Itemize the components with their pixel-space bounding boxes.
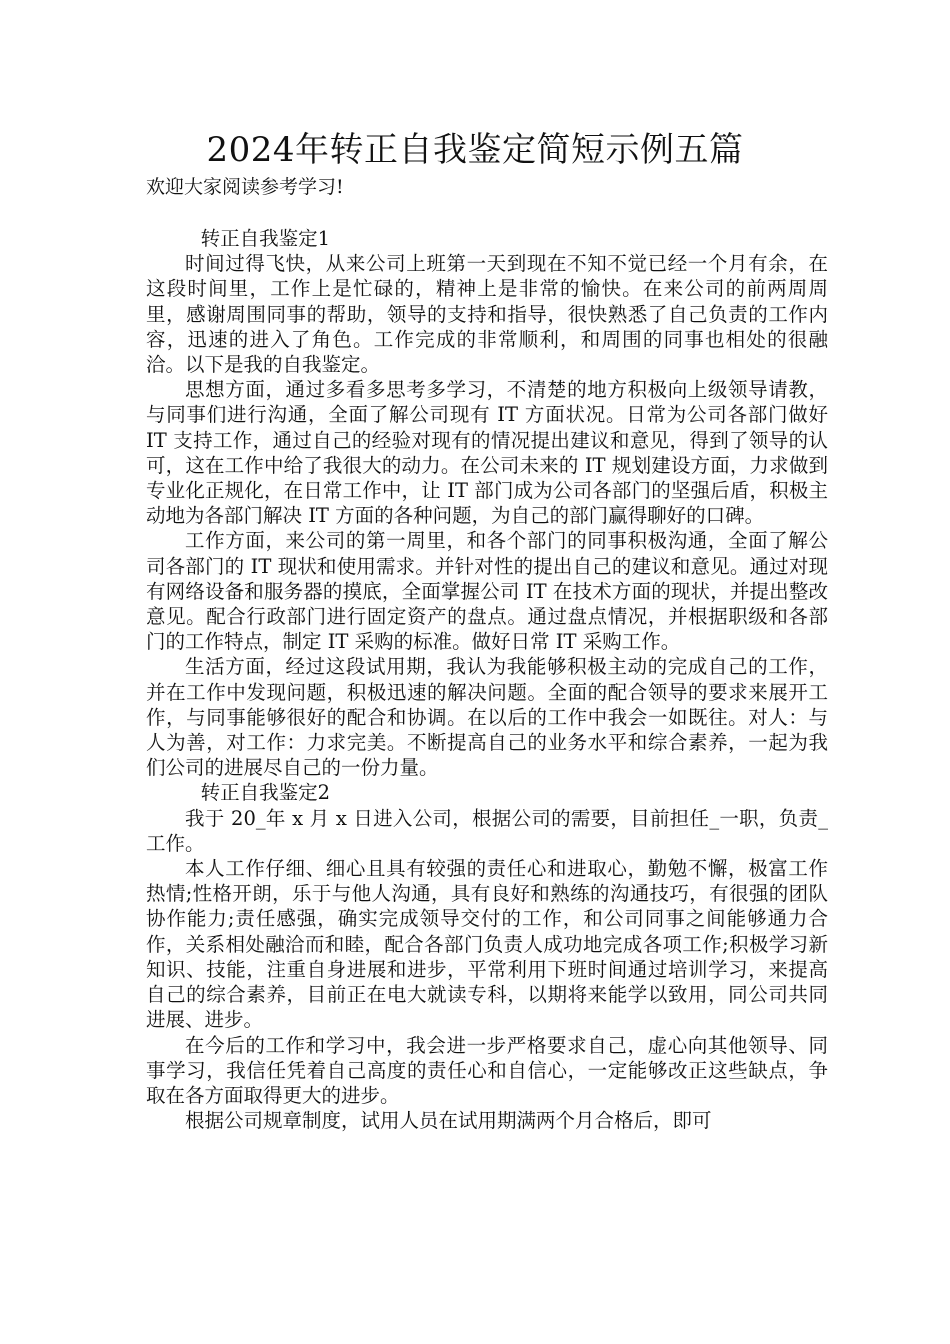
paragraph: 生活方面，经过这段试用期，我认为我能够积极主动的完成自己的工作，并在工作中发现问题，积极迅速的解决问题。全面的配合领导的要求来展开工作，与同事能够很好的配合和协调。在以后的工作中我会一如既往。对人：与人为善，对工作：力求完美。不断提高自己的业务水平和综合素养，一起为我们公司的进展尽自己的一份力量。 — [146, 655, 828, 780]
paragraph: 在今后的工作和学习中，我会进一步严格要求自己，虚心向其他领导、同事学习，我信任凭着自己高度的责任心和自信心，一定能够改正这些缺点，争取在各方面取得更大的进步。 — [146, 1033, 828, 1107]
document-body — [146, 226, 828, 1133]
document-title: 2024年转正自我鉴定简短示例五篇 — [206, 130, 744, 170]
paragraph: 本人工作仔细、细心且具有较强的责任心和进取心，勤勉不懈，极富工作热情;性格开朗，乐于与他人沟通，具有良好和熟练的沟通技巧，有很强的团队协作能力;责任感强，确实完成领导交付的工作，和公司同事之间能够通力合作，关系相处融洽而和睦，配合各部门负责人成功地完成各项工作;积极学习新知识、技能，注重自身进展和进步，平常利用下班时间通过培训学习，来提高自己的综合素养，目前正在电大就读专科，以期将来能学以致用，同公司共同进展、进步。 — [146, 857, 828, 1032]
paragraph: 时间过得飞快，从来公司上班第一天到现在不知不觉已经一个月有余，在这段时间里，工作上是忙碌的，精神上是非常的愉快。在来公司的前两周周里，感谢周围同事的帮助，领导的支持和指导，很快熟悉了自己负责的工作内容，迅速的进入了角色。工作完成的非常顺利，和周围的同事也相处的很融洽。以下是我的自我鉴定。 — [146, 252, 828, 377]
welcome-line: 欢迎大家阅读参考学习! — [146, 176, 344, 198]
section-heading: 转正自我鉴定1 — [200, 227, 331, 250]
paragraph: 工作方面，来公司的第一周里，和各个部门的同事积极沟通，全面了解公司各部门的 IT 现状和使用需求。并针对性的提出自己的建议和意见。通过对现有网络设备和服务器的摸底，全面掌握公司 IT 在技术方面的现状，并提出整改意见。配合行政部门进行固定资产的盘点。通过盘点情况，并根据职级和各部门的工作特点，制定 IT 采购的标准。做好日常 IT 采购工作。 — [146, 529, 828, 654]
section-heading: 转正自我鉴定2 — [200, 781, 331, 805]
paragraph: 思想方面，通过多看多思考多学习，不清楚的地方积极向上级领导请教，与同事们进行沟通，全面了解公司现有 IT 方面状况。日常为公司各部门做好 IT 支持工作，通过自己的经验对现有的情况提出建议和意见，得到了领导的认可，这在工作中给了我很大的动力。在公司未来的 IT 规划建设方面，力求做到专业化正规化，在日常工作中，让 IT 部门成为公司各部门的坚强后盾，积极主动地为各部门解决 IT 方面的各种问题，为自己的部门赢得聊好的口碑。 — [146, 378, 828, 528]
paragraph: 根据公司规章制度，试用人员在试用期满两个月合格后，即可 — [185, 1109, 712, 1133]
paragraph: 我于 20_年 x 月 x 日进入公司，根据公司的需要，目前担任_一职，负责_工作。 — [146, 806, 828, 855]
